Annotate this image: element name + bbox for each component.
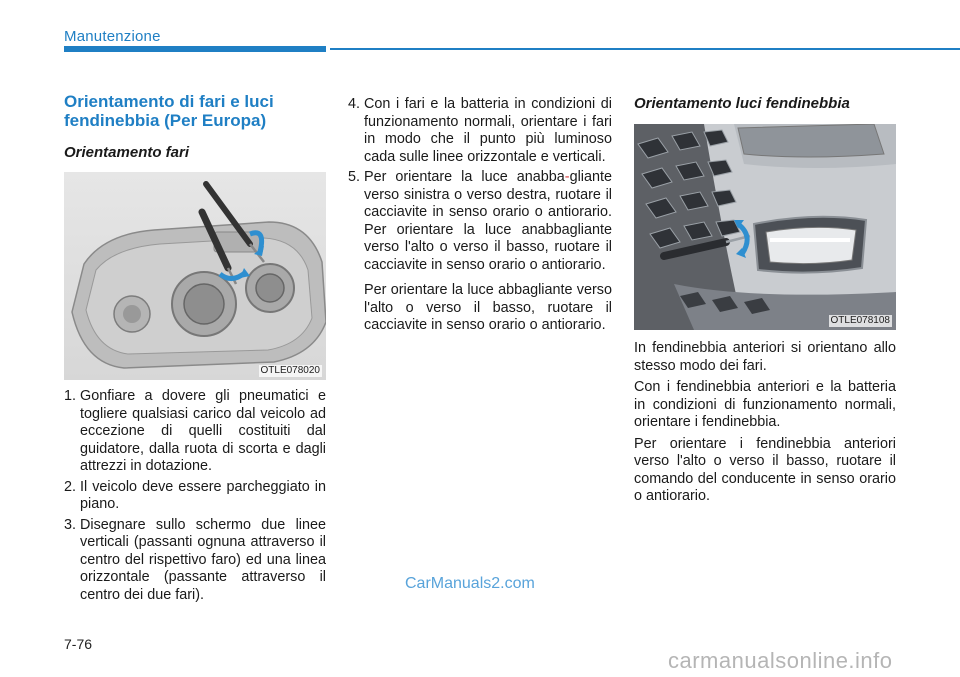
list-item-number: 4. — [348, 96, 361, 112]
subtitle-fog-light-aiming: Orientamento luci fendinebbia — [634, 95, 850, 112]
figure-caption: OTLE078020 — [260, 365, 320, 376]
paragraph-fog-3: Per orientare i fendinebbia anteriori verso l'alto o verso il basso, ruotare il comando del conducente in senso orario o antiorario. — [634, 435, 896, 504]
figure-caption: OTLE078108 — [830, 315, 890, 326]
list-item — [64, 388, 326, 476]
headlight-figure — [64, 172, 326, 380]
list-item-text-end: gliante verso sinistra o verso destra, ruotare il cacciavite in senso orario o antiorario. Per orientare la luce anabbagliante verso l'alto o verso il basso, ruotare il cacciavite in senso orario o antiorario. — [364, 169, 612, 273]
list-item — [348, 169, 612, 274]
hyphen-mark: - — [564, 169, 570, 185]
list-item — [348, 96, 612, 166]
list-item-text — [364, 169, 612, 274]
list-item-text: Con i fari e la batteria in condizioni di funzionamento normali, orientare i fari in modo che il punto più luminoso cada sulle linee orizzontale e verticali. — [364, 96, 612, 165]
list-item-number: 5. — [348, 169, 361, 185]
list-item-text-start: Per orientare la luce anabba — [364, 169, 565, 185]
fog-light-figure — [634, 124, 896, 330]
list-item — [64, 517, 326, 605]
list-item-number: 2. — [64, 478, 77, 495]
paragraph-fog-2: Con i fendinebbia anteriori e la batteria in condizioni di funzionamento normali, orientare i fendinebbia. — [634, 379, 896, 430]
list-item-text: Gonfiare a dovere gli pneumatici e togliere qualsiasi carico dal veicolo ad eccezione di quelli costituiti dal guidatore, dalla ruota di scorta e dagli attrezzi in dotazione. — [80, 388, 326, 474]
list-item-text: Il veicolo deve essere parcheggiato in piano. — [80, 478, 326, 512]
watermark-carmanualsonline[interactable]: carmanualsonline.info — [668, 648, 893, 673]
paragraph-high-beam: Per orientare la luce abbagliante verso l'alto o verso il basso, ruotare il cacciavite in senso orario o antiorario. — [364, 282, 612, 333]
paragraph-fog-1: In fendinebbia anteriori si orientano allo stesso modo dei fari. — [634, 340, 896, 374]
watermark-carmanuals2[interactable]: CarManuals2.com — [405, 575, 535, 592]
section-header-title: Manutenzione — [64, 28, 161, 45]
fog-light-illustration — [634, 124, 896, 330]
headlight-illustration — [64, 172, 326, 380]
header-rule-thin — [330, 48, 960, 50]
column-1 — [64, 92, 326, 607]
list-item-number: 1. — [64, 388, 77, 404]
subtitle-headlight-aiming: Orientamento fari — [64, 144, 190, 161]
page-number: 7-76 — [64, 636, 93, 652]
column-2 — [348, 96, 612, 339]
column-3 — [634, 92, 896, 510]
list-item-text: Disegnare sullo schermo due linee verticali (passanti ognuna attraverso il centro del rispettivo faro) ed una linea orizzontale (passante attraverso il centro dei due fari). — [80, 516, 326, 603]
section-title: Orientamento di fari e luci fendinebbia (Per Europa) — [64, 92, 274, 130]
list-item — [64, 479, 326, 514]
list-item-number: 3. — [64, 516, 77, 533]
header-rule-thick — [64, 46, 326, 52]
